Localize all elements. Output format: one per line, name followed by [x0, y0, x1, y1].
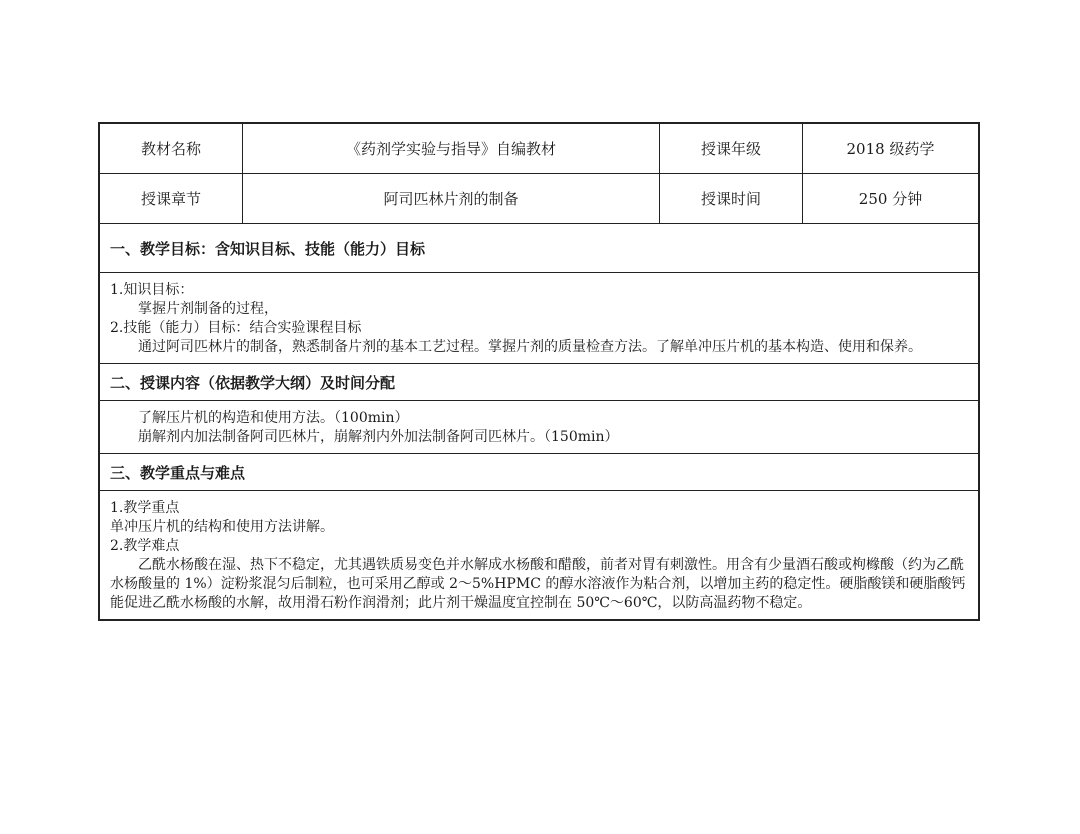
- header-row-chapter: [99, 174, 979, 224]
- textbook-name-value: 《药剂学实验与指导》自编教材: [243, 123, 660, 174]
- section3-line: 乙酰水杨酸在湿、热下不稳定，尤其遇铁质易变色并水解成水杨酸和醋酸，前者对胃有刺激性。用含有少量酒石酸或枸橼酸（约为乙酰水杨酸量的 1%）淀粉浆混匀后制粒，也可采用乙醇或 2～5%HPMC 的醇水溶液作为粘合剂，以增加主药的稳定性。硬脂酸镁和硬脂酸钙能促进乙酰水杨酸的水解，故用滑石粉作润滑剂；此片剂干燥温度宜控制在 50℃～60℃，以防高温药物不稳定。: [110, 557, 966, 611]
- header-row-textbook: [99, 123, 979, 174]
- grade-value: 2018 级药学: [803, 123, 980, 174]
- section3-header-row: [99, 454, 979, 491]
- grade-label: 授课年级: [660, 123, 803, 174]
- section1-line: 2.技能（能力）目标：结合实验课程目标: [110, 320, 362, 336]
- section1-line: 1.知识目标：: [110, 282, 194, 298]
- lesson-plan-sheet: [98, 122, 980, 621]
- section2-content: [99, 401, 979, 454]
- section3-title: 三、教学重点与难点: [99, 454, 979, 491]
- section1-line: 通过阿司匹林片的制备，熟悉制备片剂的基本工艺过程。掌握片剂的质量检查方法。了解单冲压片机的基本构造、使用和保养。: [138, 339, 922, 355]
- duration-label: 授课时间: [660, 174, 803, 224]
- section1-content: [99, 273, 979, 364]
- section3-line: 2.教学难点: [110, 538, 180, 554]
- section2-title: 二、授课内容（依据教学大纲）及时间分配: [99, 364, 979, 401]
- duration-value: 250 分钟: [803, 174, 980, 224]
- section3-line: 1.教学重点: [110, 500, 180, 516]
- section3-body-row: [99, 491, 979, 621]
- section3-content: [99, 491, 979, 621]
- section1-body-row: [99, 273, 979, 364]
- lesson-plan-table: [98, 122, 980, 621]
- textbook-name-label: 教材名称: [99, 123, 243, 174]
- section3-line: 单冲压片机的结构和使用方法讲解。: [110, 519, 334, 535]
- section1-title: 一、教学目标：含知识目标、技能（能力）目标: [99, 224, 979, 273]
- chapter-label: 授课章节: [99, 174, 243, 224]
- section2-header-row: [99, 364, 979, 401]
- section2-line: 了解压片机的构造和使用方法。（100min）: [138, 410, 409, 426]
- section2-body-row: [99, 401, 979, 454]
- section1-header-row: [99, 224, 979, 273]
- chapter-value: 阿司匹林片剂的制备: [243, 174, 660, 224]
- section1-line: 掌握片剂制备的过程，: [138, 301, 278, 317]
- section2-line: 崩解剂内加法制备阿司匹林片，崩解剂内外加法制备阿司匹林片。（150min）: [138, 429, 619, 445]
